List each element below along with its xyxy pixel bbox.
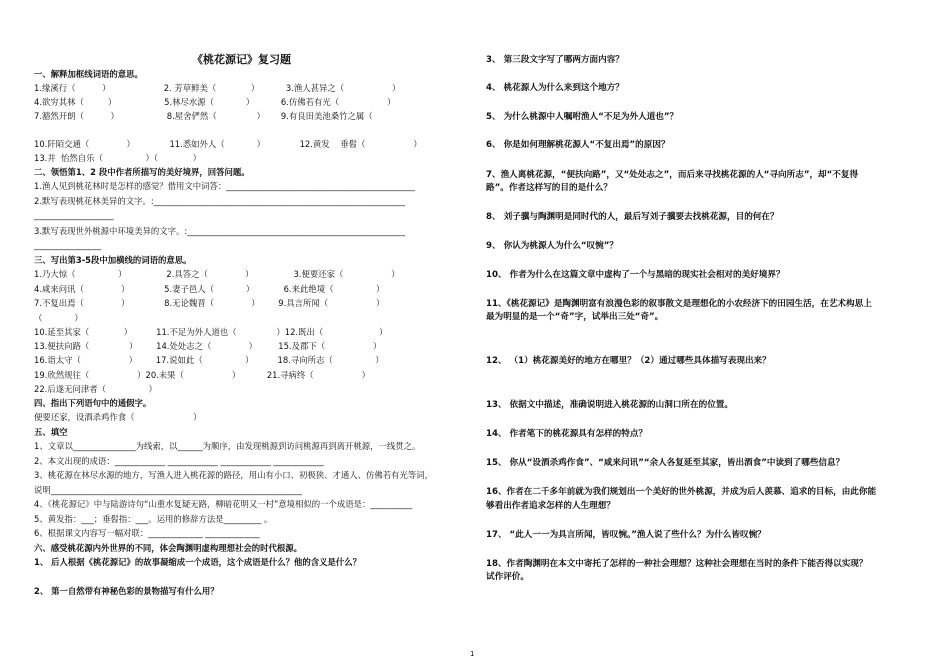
left-line-26: 2、本文出现的成语：____________ ____________ ____________ ____________ bbox=[34, 456, 324, 466]
document-title: 《桃花源记》复习题 bbox=[192, 53, 291, 66]
left-line-11: ________________ bbox=[34, 240, 101, 250]
right-line-6: 8、 刘子骥与陶渊明是同时代的人，最后写刘子骥要去找桃花源，目的何在？ bbox=[486, 212, 779, 222]
right-line-9: 11、《桃花源记》是陶渊明富有浪漫色彩的叙事散文是理想化的小农经济下的田园生活，在艺术构思上 bbox=[486, 299, 872, 309]
left-line-13: 1.乃大惊（ ） 2.具答之（ ） 3.便要还家（ ） bbox=[34, 269, 400, 279]
right-line-10: 最为明显的是一个“奇”字，试举出三处“奇”。 bbox=[486, 312, 664, 322]
left-line-16: （ ） bbox=[34, 313, 83, 323]
right-line-17: 17、 “此人一一为具言所闻，皆叹惋。”渔人说了些什么？为什么皆叹惋？ bbox=[486, 530, 766, 540]
left-line-24: 五、填空 bbox=[34, 427, 68, 437]
left-line-28: 说明____________________________________________________________ bbox=[34, 485, 302, 495]
left-line-6: 二、领悟第1、2 段中作者所描写的美好境界，回答问题。 bbox=[34, 167, 250, 177]
left-line-15: 7.不复出焉（ ） 8.无论魏晋（ ） 9.具言所闻（ ） bbox=[34, 298, 385, 308]
left-line-3: 7.豁然开朗（ ） 8.屋舍俨然（ ） 9.有良田美池桑竹之属（ bbox=[34, 111, 373, 121]
right-line-14: 15、 你从“设酒杀鸡作食”、“咸来问讯”“余人各复延至其家，皆出酒食”中读到了哪些信息？ bbox=[486, 458, 845, 468]
left-line-35: 2、 第一自然带有神秘色彩的景物描写有什么用？ bbox=[34, 586, 219, 596]
left-line-0: 一、解释加框线词语的意思。 bbox=[34, 69, 143, 79]
left-line-19: 16.诣太守（ ） 17.说如此（ ） 18.寻向所志（ ） bbox=[34, 355, 384, 365]
left-line-5: 13.并 怡然自乐（ ）（ ） bbox=[34, 153, 202, 163]
right-line-4: 7、渔人离桃花源，“便扶向路”，又“处处志之”，而后来寻找桃花源的人“寻向所志”，却“不复得 bbox=[486, 170, 859, 180]
left-line-9: ___________________ bbox=[34, 210, 114, 220]
right-line-13: 14、 作者笔下的桃花源具有怎样的特点？ bbox=[486, 429, 648, 439]
right-line-0: 3、 第三段文字写了哪两方面内容？ bbox=[486, 55, 624, 65]
left-line-10: 3.默写表现世外桃源中环境美异的文字。:____________________________________________________ bbox=[34, 226, 405, 236]
right-line-1: 4、 桃花源人为什么来到这个地方？ bbox=[486, 83, 624, 93]
right-line-11: 12、 （1）桃花源美好的地方在哪里？（2）通过哪些具体描写表现出来？ bbox=[486, 356, 771, 366]
right-line-18: 18、作者陶渊明在本文中寄托了怎样的一种社会理想？这种社会理想在当时的条件下能否得以实现？ bbox=[486, 559, 868, 569]
right-line-3: 6、 你是如何理解桃花源人“不复出焉”的原因？ bbox=[486, 140, 670, 150]
left-line-25: 1、文章以_______________为线索，以______为顺序，由发现桃源到访问桃源再到离开桃源，一线贯之。 bbox=[34, 441, 421, 451]
left-line-12: 三、写出第3-5段中加横线的词语的意思。 bbox=[34, 255, 192, 265]
left-line-30: 5、黄发指：___；垂髫指：___。运用的修辞方法是_________ 。 bbox=[34, 514, 273, 524]
right-line-19: 试作评价。 bbox=[486, 572, 529, 582]
right-line-5: 路”。作者这样写的目的是什么？ bbox=[486, 183, 612, 193]
right-line-12: 13、 依据文中描述，准确说明进入桃花源的山洞口所在的位置。 bbox=[486, 400, 733, 410]
left-line-1: 1.缘溪行（ ） 2. 芳草鲜美（ ） 3.渔人甚异之（ ） bbox=[34, 83, 401, 93]
left-line-8: 2.默写表现桃花林美异的文字。:____________________________________________________________ bbox=[34, 196, 405, 206]
left-line-23: 便要还家，设酒杀鸡作食（ ） bbox=[34, 412, 202, 422]
left-line-14: 4.咸来问讯（ ） 5.妻子邑人（ ） 6.来此绝境（ ） bbox=[34, 284, 385, 294]
right-line-15: 16、作者在二千多年前就为我们规划出一个美好的世外桃源，并成为后人羡慕、追求的目标，由此你能 bbox=[486, 487, 877, 497]
page-number: 1 bbox=[470, 650, 475, 658]
left-line-33: 1、 后人根据《桃花源记》的故事凝缩成一个成语，这个成语是什么？他的含义是什么？ bbox=[34, 557, 361, 567]
right-line-2: 5、 为什么桃源中人嘱咐渔人“不足为外人道也”？ bbox=[486, 112, 679, 122]
left-line-22: 四、指出下列语句中的通假字。 bbox=[34, 398, 152, 408]
left-line-17: 10.延至其家（ ） 11.不足为外人道也（ ）12.既出（ ） bbox=[34, 327, 388, 337]
left-line-31: 6、根据课文内容写一幅对联：_____________ _____________ bbox=[34, 528, 260, 538]
left-line-4: 10.阡陌交通（ ） 11.悉如外人（ ） 12.黄发 垂髫（ ） bbox=[34, 139, 422, 149]
left-line-32: 六、感受桃花源内外世界的不同，体会陶渊明虚构理想社会的时代根源。 bbox=[34, 543, 302, 553]
left-line-7: 1.渔人见到桃花林时是怎样的感觉？借用文中词答：_____________________________________________ bbox=[34, 181, 415, 191]
left-line-27: 3、桃花源在林尽水源的地方，写渔人进入桃花源的路径，用山有小口、初极狭、才通人、仿佛若有光等词， bbox=[34, 470, 433, 480]
right-line-16: 够看出作者追求怎样的人生理想？ bbox=[486, 501, 615, 511]
right-line-8: 10、 作者为什么在这篇文章中虚构了一个与黑暗的现实社会相对的美好境界？ bbox=[486, 270, 785, 280]
right-line-7: 9、 你认为桃源人为什么“叹惋”？ bbox=[486, 241, 618, 251]
left-line-29: 4、《桃花源记》中与陆游诗句“山重水复疑无路，柳暗花明又一村”意境相似的一个成语是：__________ bbox=[34, 499, 413, 509]
left-line-21: 22.后遂无问津者（ ） bbox=[34, 384, 157, 394]
left-line-20: 19.欣然规往（ ）20.未果（ ） 21.寻病终（ ） bbox=[34, 370, 370, 380]
left-line-2: 4.欲穷其林（ ） 5.林尽水源（ ） 6.仿佛若有光（ ） bbox=[34, 97, 396, 107]
left-line-18: 13.便扶向路（ ） 14.处处志之（ ） 15.及郡下（ ） bbox=[34, 341, 382, 351]
